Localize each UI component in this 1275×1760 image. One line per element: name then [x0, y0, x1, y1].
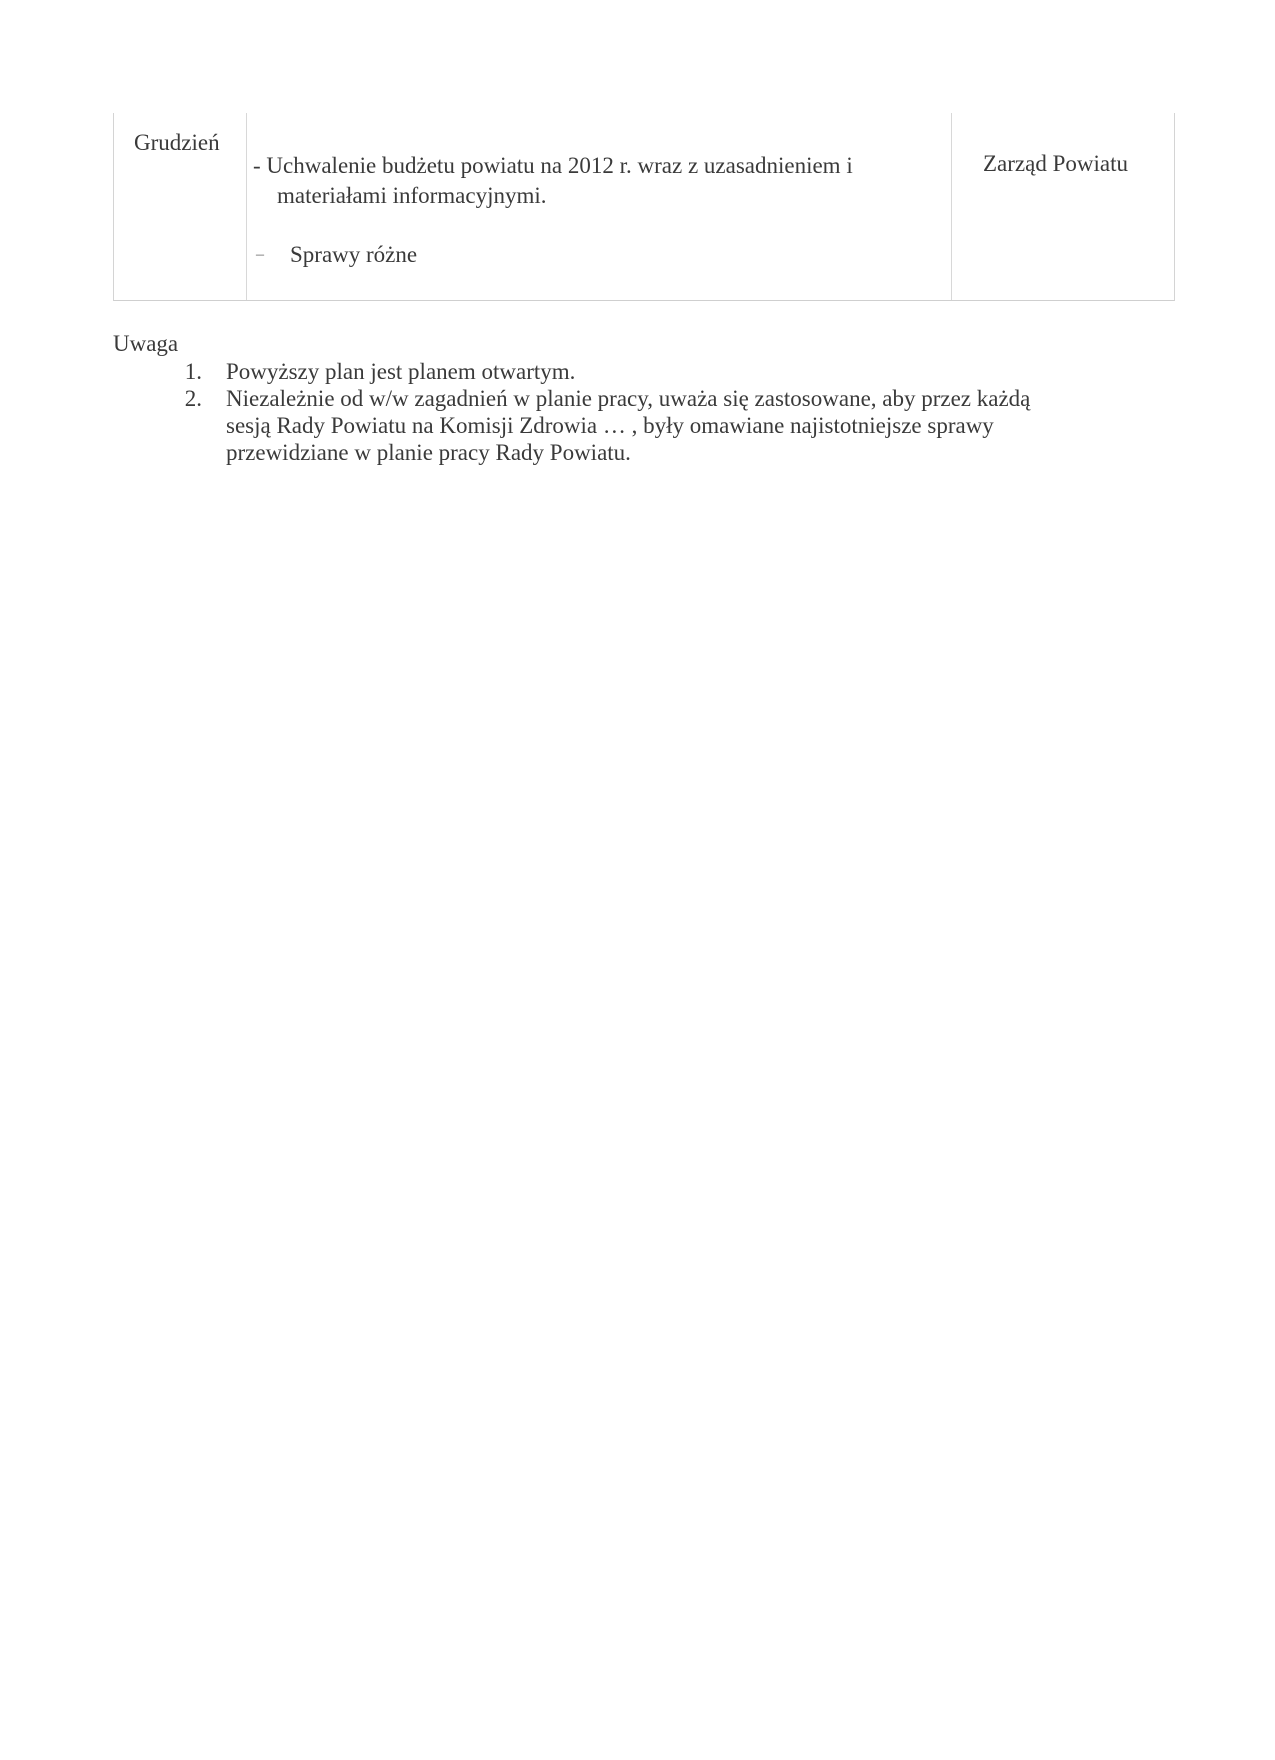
task-text-continuation: materiałami informacyjnymi. — [277, 183, 547, 208]
note-text: Powyższy plan jest planem otwartym. — [226, 359, 576, 384]
task-bullet: – — [256, 246, 264, 263]
note-text: Niezależnie od w/w zagadnień w planie pracy, uważa się zastosowane, aby przez każdą — [226, 386, 1031, 411]
notes-heading: Uwaga — [113, 331, 179, 356]
note-number: 2. — [184, 386, 202, 411]
task-item — [253, 151, 853, 181]
task-bullet: - — [253, 153, 261, 178]
table-column-divider — [951, 113, 952, 300]
task-text: Uchwalenie budżetu powiatu na 2012 r. wraz z uzasadnieniem i — [266, 153, 853, 178]
work-plan-table — [113, 113, 1175, 301]
month-cell: Grudzień — [134, 130, 220, 155]
task-text: Sprawy różne — [290, 242, 418, 267]
responsible-cell: Zarząd Powiatu — [983, 151, 1128, 176]
note-number: 1. — [184, 359, 202, 384]
note-text: przewidziane w planie pracy Rady Powiatu. — [226, 440, 631, 465]
table-column-divider — [246, 113, 247, 300]
note-text: sesją Rady Powiatu na Komisji Zdrowia … , były omawiane najistotniejsze sprawy — [226, 413, 994, 438]
